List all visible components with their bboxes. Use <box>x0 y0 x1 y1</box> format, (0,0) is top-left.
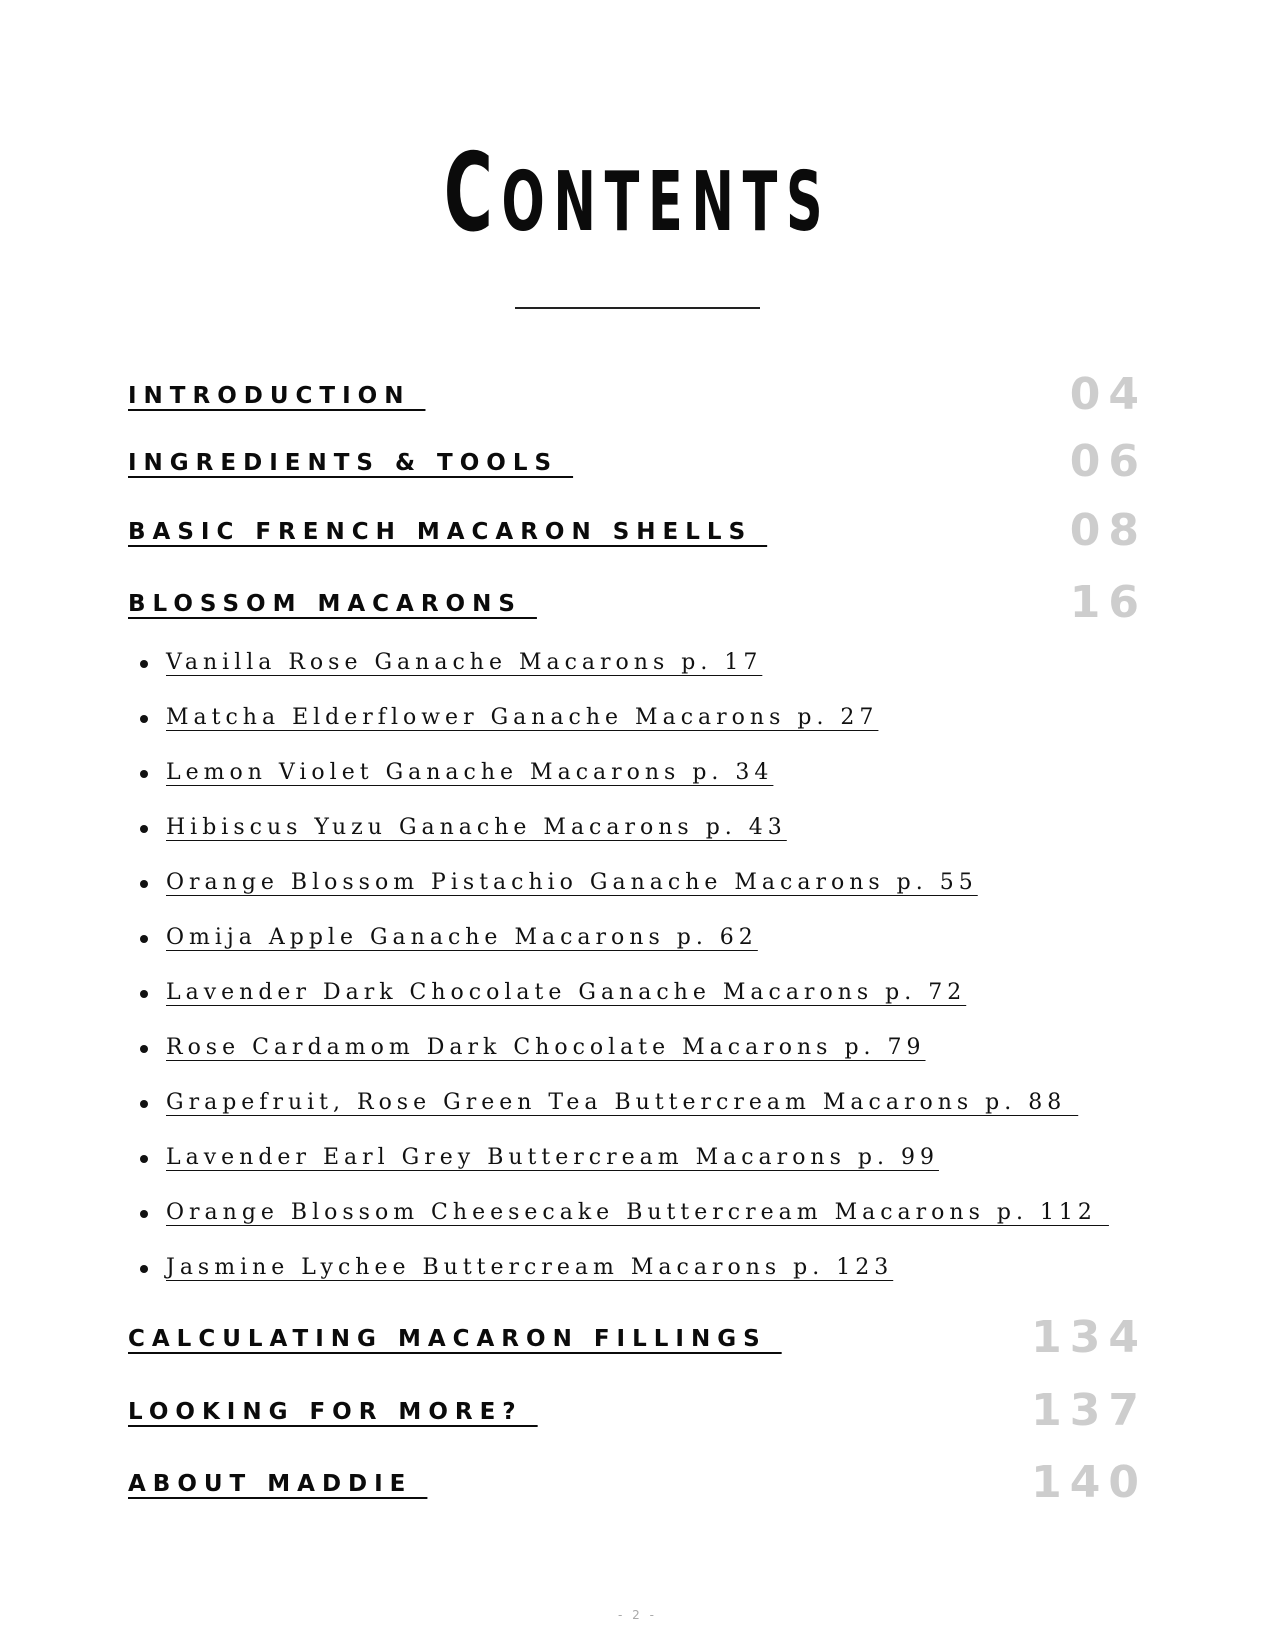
bullet-icon <box>140 935 148 943</box>
recipe-link[interactable]: Orange Blossom Pistachio Ganache Macarons p. 55 <box>166 870 978 895</box>
toc-entry-label[interactable]: BLOSSOM MACARONS <box>128 591 537 617</box>
list-item[interactable] <box>138 870 1109 925</box>
blossom-recipe-list <box>138 650 1109 1310</box>
list-item[interactable] <box>138 1035 1109 1090</box>
bullet-icon <box>140 990 148 998</box>
bullet-icon <box>140 1210 148 1218</box>
recipe-link[interactable]: Lemon Violet Ganache Macarons p. 34 <box>166 760 774 785</box>
recipe-link[interactable]: Orange Blossom Cheesecake Buttercream Macarons p. 112 <box>166 1200 1109 1225</box>
toc-entry-page: 140 <box>1031 1457 1147 1508</box>
toc-entry-introduction[interactable] <box>128 369 1147 420</box>
recipe-link[interactable]: Matcha Elderflower Ganache Macarons p. 27 <box>166 705 879 730</box>
bullet-icon <box>140 880 148 888</box>
toc-entry-ingredients-tools[interactable] <box>128 436 1147 487</box>
title-initial: C <box>443 131 502 256</box>
toc-entry-blossom-macarons[interactable] <box>128 577 1147 628</box>
list-item[interactable] <box>138 760 1109 815</box>
title-divider <box>515 307 760 309</box>
recipe-link[interactable]: Jasmine Lychee Buttercream Macarons p. 123 <box>166 1255 894 1280</box>
toc-entry-label[interactable]: ABOUT MADDIE <box>128 1471 428 1497</box>
toc-entry-page: 137 <box>1031 1385 1147 1436</box>
recipe-link[interactable]: Hibiscus Yuzu Ganache Macarons p. 43 <box>166 815 787 840</box>
toc-entry-page: 06 <box>1069 436 1147 487</box>
toc-entry-label[interactable]: LOOKING FOR MORE? <box>128 1399 538 1425</box>
toc-entry-label[interactable]: CALCULATING MACARON FILLINGS <box>128 1326 782 1352</box>
list-item[interactable] <box>138 815 1109 870</box>
recipe-link[interactable]: Rose Cardamom Dark Chocolate Macarons p. 79 <box>166 1035 926 1060</box>
list-item[interactable] <box>138 980 1109 1035</box>
page-number: - 2 - <box>618 1608 657 1622</box>
toc-entry-page: 04 <box>1069 369 1147 420</box>
toc-entry-page: 08 <box>1069 505 1147 556</box>
bullet-icon <box>140 1100 148 1108</box>
title-rest: ONTENTS <box>501 155 832 250</box>
recipe-link[interactable]: Lavender Dark Chocolate Ganache Macarons p. 72 <box>166 980 967 1005</box>
list-item[interactable] <box>138 1090 1109 1145</box>
bullet-icon <box>140 825 148 833</box>
toc-entry-basic-shells[interactable] <box>128 505 1147 556</box>
toc-entry-page: 16 <box>1069 577 1147 628</box>
toc-entry-label[interactable]: BASIC FRENCH MACARON SHELLS <box>128 519 768 545</box>
toc-entry-label[interactable]: INTRODUCTION <box>128 383 426 409</box>
recipe-link[interactable]: Grapefruit, Rose Green Tea Buttercream Macarons p. 88 <box>166 1090 1079 1115</box>
list-item[interactable] <box>138 705 1109 760</box>
bullet-icon <box>140 1045 148 1053</box>
toc-entry-label[interactable]: INGREDIENTS & TOOLS <box>128 450 574 476</box>
bullet-icon <box>140 660 148 668</box>
bullet-icon <box>140 1155 148 1163</box>
toc-entry-page: 134 <box>1031 1312 1147 1363</box>
recipe-link[interactable]: Lavender Earl Grey Buttercream Macarons p. 99 <box>166 1145 939 1170</box>
toc-entry-calculating-fillings[interactable] <box>128 1312 1147 1363</box>
list-item[interactable] <box>138 1200 1109 1255</box>
list-item[interactable] <box>138 1145 1109 1200</box>
recipe-link[interactable]: Vanilla Rose Ganache Macarons p. 17 <box>166 650 763 675</box>
page-title <box>242 131 1033 256</box>
list-item[interactable] <box>138 925 1109 980</box>
toc-entry-looking-for-more[interactable] <box>128 1385 1147 1436</box>
list-item[interactable] <box>138 1255 1109 1310</box>
bullet-icon <box>140 1265 148 1273</box>
toc-entry-about-maddie[interactable] <box>128 1457 1147 1508</box>
bullet-icon <box>140 770 148 778</box>
recipe-link[interactable]: Omija Apple Ganache Macarons p. 62 <box>166 925 758 950</box>
list-item[interactable] <box>138 650 1109 705</box>
bullet-icon <box>140 715 148 723</box>
